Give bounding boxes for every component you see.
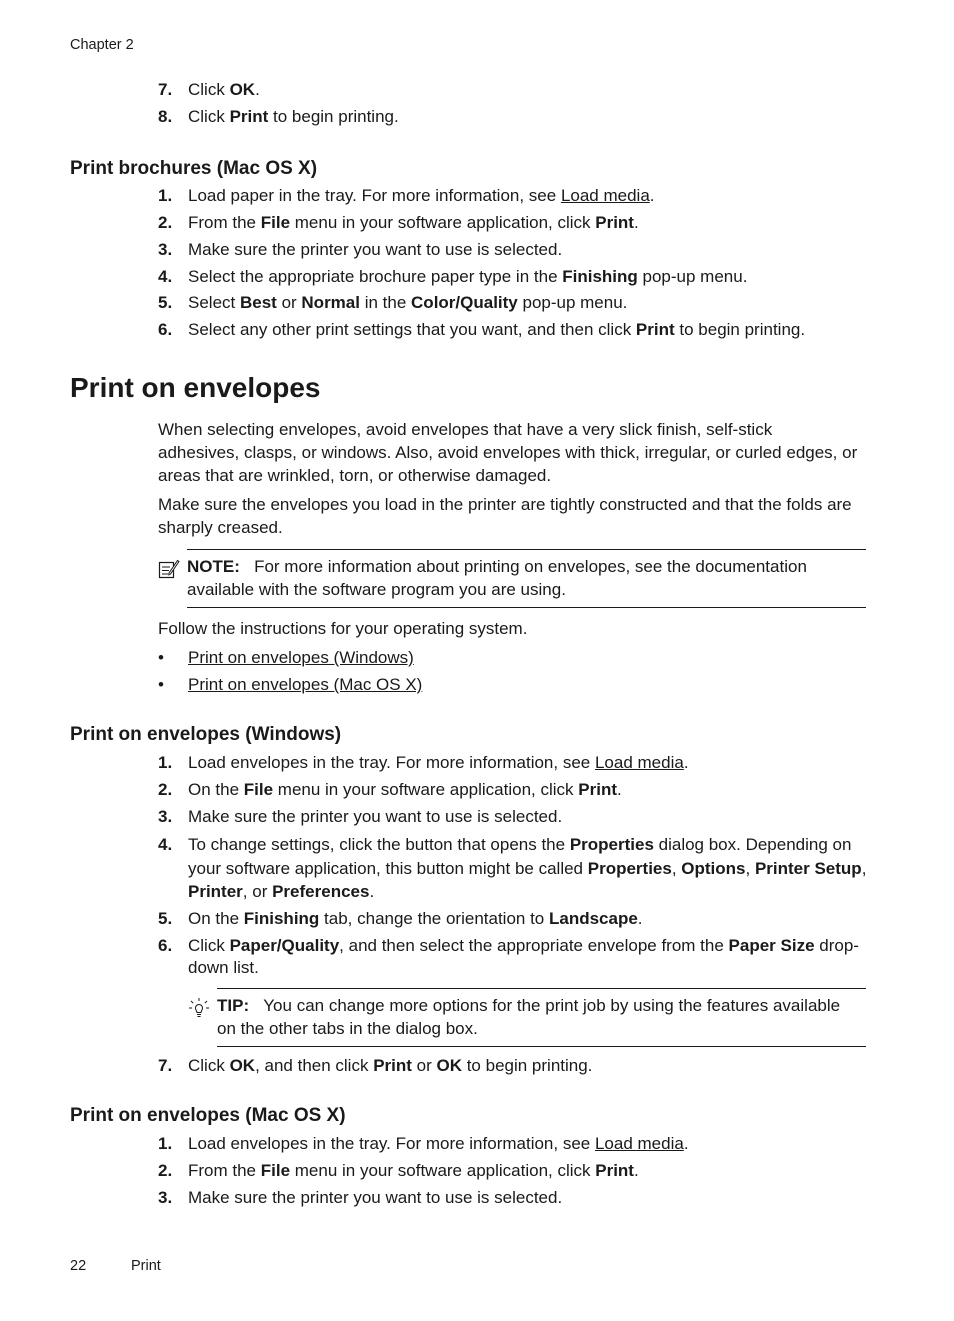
intro-paragraph: When selecting envelopes, avoid envelopes that have a very slick finish, self-stick adhesives, clasps, or windows. Also, avoid envelopes with thick, irregular, or curled edges, or areas that are wrinkled, torn, or otherwise damaged. [158, 420, 858, 485]
note-text: NOTE: For more information about printing on envelopes, see the documentation available with the software program you are using. [187, 557, 807, 599]
note-box [158, 549, 866, 609]
tip-top-rule [217, 988, 866, 989]
list-item: 2. On the File menu in your software application, click Print. [158, 780, 622, 799]
brochures-steps-list [158, 185, 870, 341]
list-item: • Print on envelopes (Windows) [158, 648, 414, 667]
tip-box [188, 988, 866, 1048]
section-heading-windows: Print on envelopes (Windows) [70, 724, 342, 745]
chapter-header: Chapter 2 [70, 37, 134, 53]
load-media-link[interactable]: Load media [594, 1134, 684, 1153]
link-envelopes-windows[interactable]: Print on envelopes (Windows) [188, 648, 414, 667]
list-item: 3. Make sure the printer you want to use is selected. [158, 807, 563, 826]
tip-text: TIP: You can change more options for the print job by using the features available on the other tabs in the dialog box. [217, 996, 841, 1038]
note-label: NOTE: [187, 557, 240, 576]
step-number: 7. [158, 80, 173, 99]
list-item: 6. Click Paper/Quality, and then select the appropriate envelope from the Paper Size drop-down list. [158, 935, 859, 977]
tip-label: TIP: [217, 996, 250, 1015]
list-item: 8. Click Print to begin printing. [158, 107, 399, 126]
top-steps-list [158, 79, 870, 128]
list-item: 3. Make sure the printer you want to use is selected. [158, 1188, 563, 1207]
page-number: 22 [70, 1258, 87, 1274]
page-title: Print on envelopes [70, 372, 321, 403]
list-item: 7. Click OK. [158, 80, 260, 99]
list-item: 1. Load envelopes in the tray. For more information, see Load media. [158, 1134, 689, 1153]
section-heading-brochures: Print brochures (Mac OS X) [70, 158, 318, 179]
windows-final-step [158, 1055, 870, 1077]
macos-steps-list [158, 1133, 870, 1209]
list-item: 5. Select Best or Normal in the Color/Quality pop-up menu. [158, 293, 628, 312]
list-item: 7. Click OK, and then click Print or OK to begin printing. [158, 1056, 593, 1075]
construction-paragraph: Make sure the envelopes you load in the printer are tightly constructed and that the folds are sharply creased. [158, 495, 852, 537]
load-media-link[interactable]: Load media [560, 186, 650, 205]
note-top-rule [187, 549, 866, 550]
list-item: 4. To change settings, click the button that opens the Properties dialog box. Depending on your software application, this button might be called Properties, Options, Printer Setup, Printer, or Preferences. [158, 835, 867, 901]
note-bottom-rule [187, 607, 866, 608]
os-links-list [158, 644, 422, 698]
follow-instructions: Follow the instructions for your operating system. [158, 619, 528, 638]
link-envelopes-macos[interactable]: Print on envelopes (Mac OS X) [188, 675, 423, 694]
list-item: 4. Select the appropriate brochure paper type in the Finishing pop-up menu. [158, 267, 748, 286]
list-item: 1. Load paper in the tray. For more information, see Load media. [158, 186, 655, 205]
section-heading-macos: Print on envelopes (Mac OS X) [70, 1105, 346, 1126]
list-item: 6. Select any other print settings that you want, and then click Print to begin printing. [158, 320, 806, 339]
load-media-link[interactable]: Load media [594, 753, 684, 772]
list-item: 2. From the File menu in your software application, click Print. [158, 213, 639, 232]
tip-bottom-rule [217, 1046, 866, 1047]
note-icon [158, 558, 180, 580]
list-item: • Print on envelopes (Mac OS X) [158, 675, 423, 694]
list-item: 5. On the Finishing tab, change the orientation to Landscape. [158, 908, 643, 928]
list-item: 1. Load envelopes in the tray. For more information, see Load media. [158, 753, 689, 772]
step-number: 8. [158, 107, 173, 126]
footer-section: Print [131, 1258, 161, 1274]
lightbulb-icon [188, 997, 210, 1019]
list-item: 2. From the File menu in your software application, click Print. [158, 1161, 639, 1180]
windows-steps-list [158, 752, 870, 979]
list-item: 3. Make sure the printer you want to use is selected. [158, 240, 563, 259]
